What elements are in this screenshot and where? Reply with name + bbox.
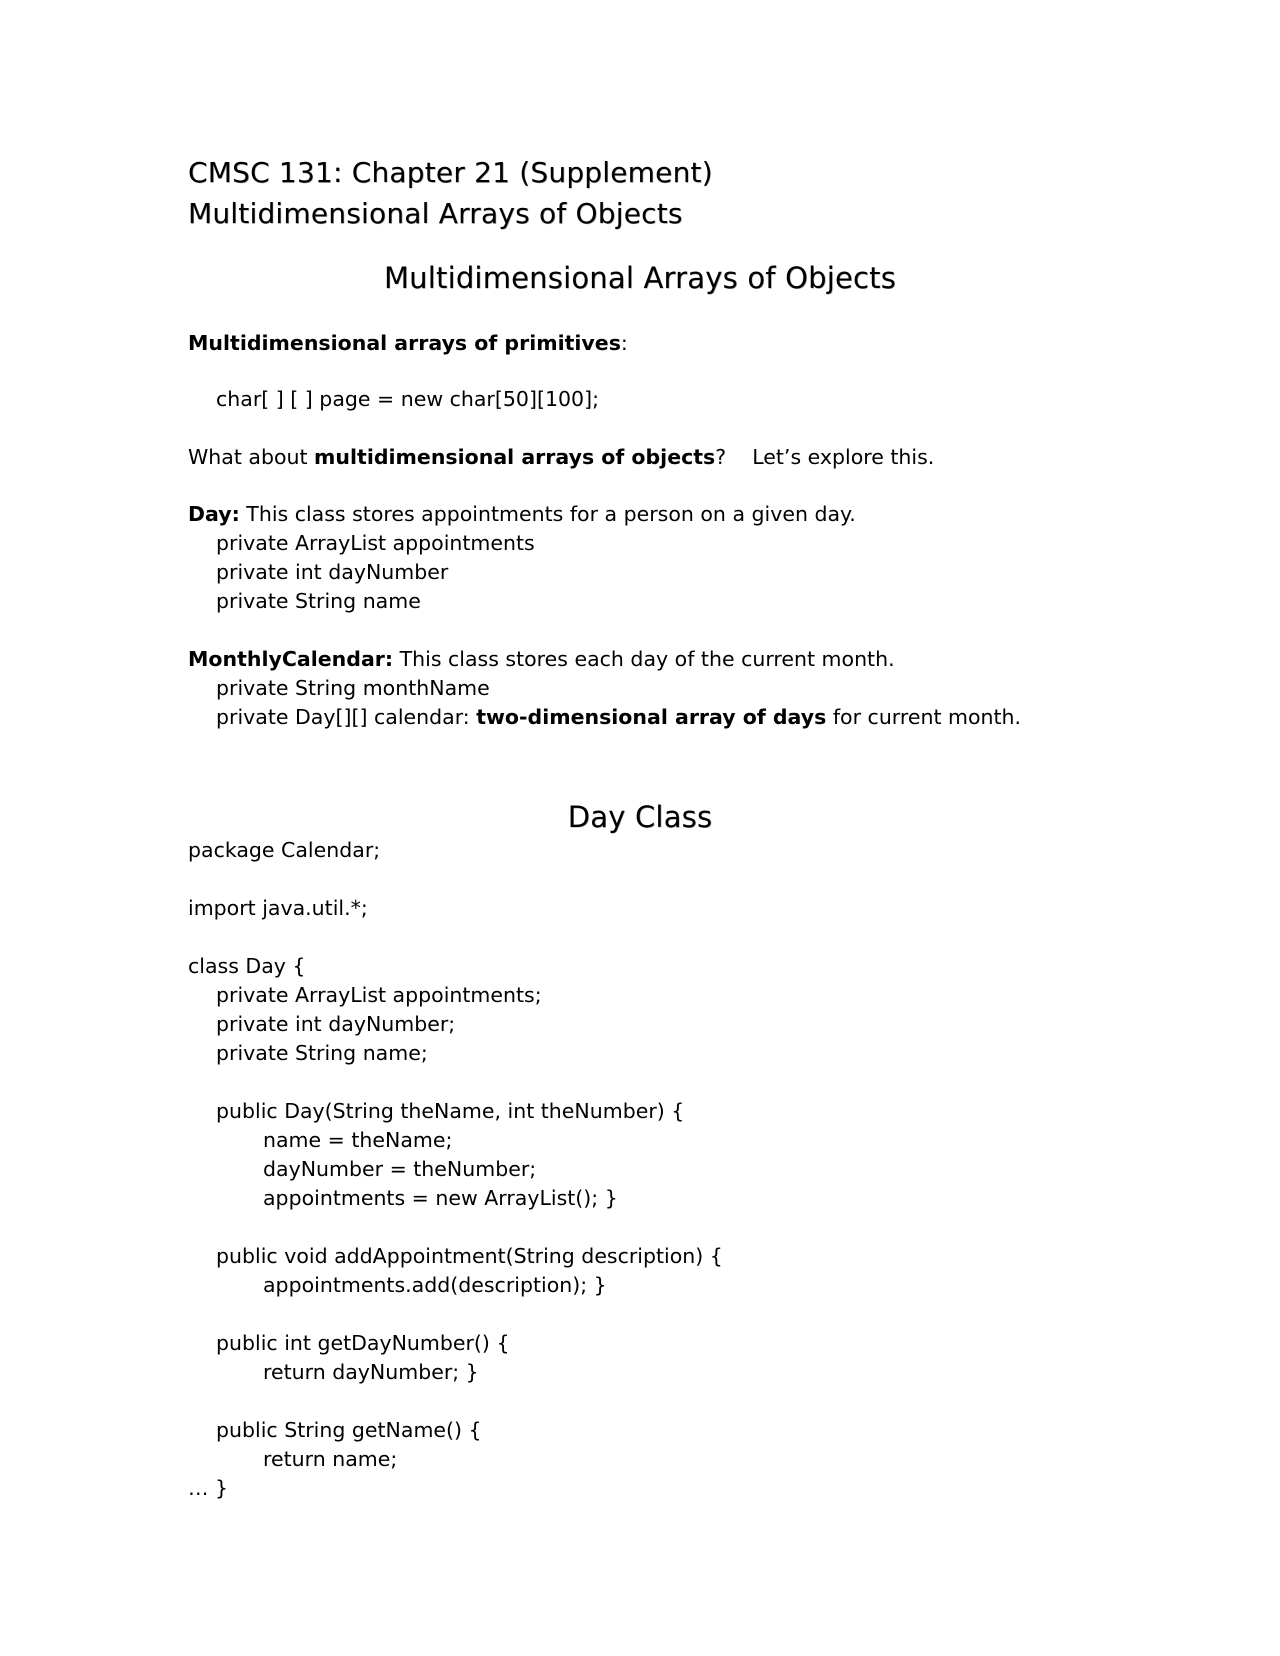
code-ellipsis-close: … } xyxy=(188,1476,229,1500)
question-line xyxy=(188,443,934,472)
monthly-label: MonthlyCalendar: xyxy=(188,647,394,671)
monthly-description xyxy=(188,645,895,674)
code-get-daynumber: public int getDayNumber() { xyxy=(216,1331,510,1355)
day-field-appointments: private ArrayList appointments xyxy=(216,531,535,555)
question-bold: multidimensional arrays of objects xyxy=(314,445,716,469)
primitives-code: char[ ] [ ] page = new char[50][100]; xyxy=(216,387,599,411)
primitives-label: Multidimensional arrays of primitives xyxy=(188,331,621,355)
code-constructor: public Day(String theName, int theNumber) { xyxy=(216,1099,685,1123)
code-assign-daynumber: dayNumber = theNumber; xyxy=(263,1157,537,1181)
code-add-appointment: public void addAppointment(String description) { xyxy=(216,1244,723,1268)
question-prefix: What about xyxy=(188,445,315,469)
title-line-2: Multidimensional Arrays of Objects xyxy=(188,197,683,230)
code-field-appointments: private ArrayList appointments; xyxy=(216,983,542,1007)
code-assign-name: name = theName; xyxy=(263,1128,453,1152)
code-assign-appointments: appointments = new ArrayList(); } xyxy=(263,1186,618,1210)
day-label: Day: xyxy=(188,502,240,526)
day-desc-text: This class stores appointments for a person on a given day. xyxy=(239,502,856,526)
code-package: package Calendar; xyxy=(188,838,381,862)
title-line-1: CMSC 131: Chapter 21 (Supplement) xyxy=(188,156,713,189)
section-heading-arrays: Multidimensional Arrays of Objects xyxy=(383,261,897,295)
document-title xyxy=(188,152,713,234)
day-description xyxy=(188,500,856,529)
primitives-heading xyxy=(188,329,628,358)
code-get-daynumber-body: return dayNumber; } xyxy=(263,1360,479,1384)
code-field-name: private String name; xyxy=(216,1041,428,1065)
primitives-colon: : xyxy=(620,331,628,355)
question-suffix: ? Let’s explore this. xyxy=(715,445,935,469)
code-field-daynumber: private int dayNumber; xyxy=(216,1012,456,1036)
day-field-daynumber: private int dayNumber xyxy=(216,560,449,584)
code-get-name: public String getName() { xyxy=(216,1418,482,1442)
calendar-prefix: private Day[][] calendar: xyxy=(216,705,477,729)
code-add-body: appointments.add(description); } xyxy=(263,1273,607,1297)
calendar-suffix: for current month. xyxy=(826,705,1022,729)
monthly-field-monthname: private String monthName xyxy=(216,676,490,700)
section-heading-day-class: Day Class xyxy=(567,800,713,834)
monthly-field-calendar xyxy=(216,703,1021,732)
code-class-decl: class Day { xyxy=(188,954,306,978)
code-get-name-body: return name; xyxy=(263,1447,398,1471)
code-import: import java.util.*; xyxy=(188,896,368,920)
day-field-name: private String name xyxy=(216,589,421,613)
calendar-bold: two-dimensional array of days xyxy=(476,705,827,729)
monthly-desc-text: This class stores each day of the current month. xyxy=(393,647,895,671)
